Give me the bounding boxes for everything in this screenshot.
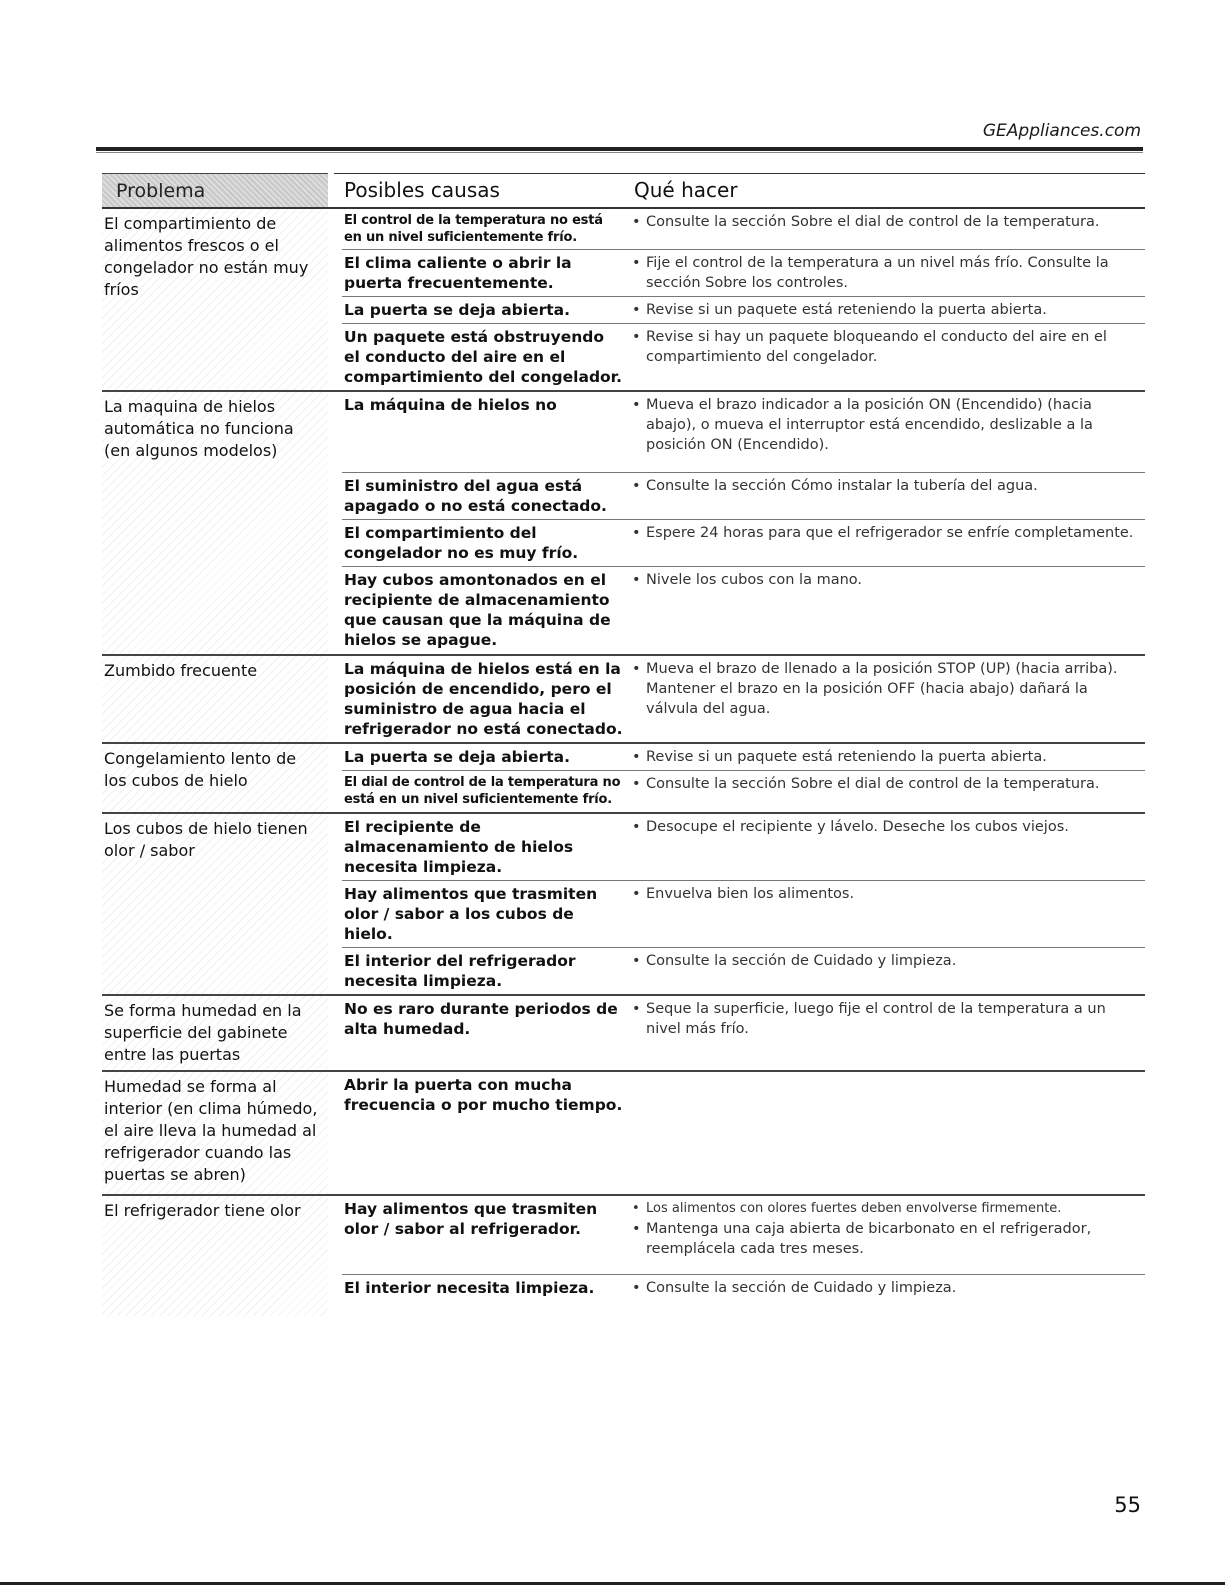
table-row (342, 771, 1145, 811)
problem-group (102, 1196, 1145, 1316)
solution-item: • Consulte la sección Sobre el dial de control de la temperatura. (632, 774, 1141, 794)
solution-item: • Consulte la sección de Cuidado y limpieza. (632, 1278, 1141, 1298)
solution-item: • Revise si hay un paquete bloqueando el conducto del aire en el compartimiento del congelador. (632, 327, 1141, 367)
table-header (102, 173, 1145, 209)
solution-item: • Fije el control de la temperatura a un nivel más frío. Consulte la sección Sobre los controles. (632, 253, 1141, 293)
cause-text: El interior del refrigerador necesita limpieza. (344, 952, 576, 990)
cause-rows (342, 744, 1145, 812)
cause-rows (342, 209, 1145, 390)
header-rule (96, 147, 1143, 151)
solution-cell (632, 771, 1145, 811)
table-row (342, 1072, 1145, 1118)
solution-item: • Mantenga una caja abierta de bicarbonato en el refrigerador, reemplácela cada tres meses. (632, 1219, 1141, 1259)
solution-item: • Consulte la sección Sobre el dial de control de la temperatura. (632, 212, 1141, 232)
column-header-cause: Posibles causas (344, 178, 500, 202)
solution-cell (632, 297, 1145, 323)
problem-text: Humedad se forma al interior (en clima húmedo, el aire lleva la humedad al refrigerador cuando las puertas se abren) (102, 1072, 328, 1194)
cause-text: El recipiente de almacenamiento de hielos necesita limpieza. (344, 818, 574, 876)
problem-group (102, 814, 1145, 996)
table-row (342, 996, 1145, 1042)
solution-cell (632, 948, 1145, 994)
solution-item: • Nivele los cubos con la mano. (632, 570, 1141, 590)
problem-text: Zumbido frecuente (102, 656, 328, 742)
solution-cell (632, 744, 1145, 770)
cause-text: Hay cubos amontonados en el recipiente de almacenamiento que causan que la máquina de hielos se apague. (344, 571, 611, 649)
site-url: GEAppliances.com (982, 121, 1141, 141)
cause-text: No es raro durante periodos de alta humedad. (344, 1000, 618, 1038)
page-number: 55 (1114, 1493, 1141, 1517)
solution-cell (632, 1196, 1145, 1274)
cause-text: Hay alimentos que trasmiten olor / sabor al refrigerador. (344, 1200, 598, 1238)
solution-item: • Envuelva bien los alimentos. (632, 884, 1141, 904)
problem-group (102, 1072, 1145, 1196)
problem-group (102, 996, 1145, 1072)
problem-text: La maquina de hielos automática no funciona (en algunos modelos) (102, 392, 328, 654)
table-row (342, 297, 1145, 324)
table-row (342, 881, 1145, 948)
column-header-solution: Qué hacer (634, 178, 738, 202)
cause-text: El dial de control de la temperatura no está en un nivel suficientemente frío. (344, 775, 621, 807)
solution-cell (632, 473, 1145, 519)
problem-text: Los cubos de hielo tienen olor / sabor (102, 814, 328, 994)
cause-text: El control de la temperatura no está en un nivel suficientemente frío. (344, 213, 603, 245)
table-row (342, 473, 1145, 520)
problem-group (102, 656, 1145, 744)
cause-rows (342, 656, 1145, 742)
cause-text: La puerta se deja abierta. (344, 301, 570, 319)
cause-rows (342, 1196, 1145, 1316)
solution-item: • Espere 24 horas para que el refrigerador se enfríe completamente. (632, 523, 1141, 543)
solution-cell (632, 324, 1145, 390)
column-header-problem: Problema (102, 173, 328, 207)
solution-item: • Mueva el brazo indicador a la posición ON (Encendido) (hacia abajo), o mueva el interruptor está encendido, deslizable a la posición ON (Encendido). (632, 395, 1141, 455)
problem-text: Congelamiento lento de los cubos de hielo (102, 744, 328, 812)
cause-text: El suministro del agua está apagado o no está conectado. (344, 477, 607, 515)
cause-text: La puerta se deja abierta. (344, 748, 570, 766)
table-row (342, 1275, 1145, 1301)
solution-item: • Consulte la sección de Cuidado y limpieza. (632, 951, 1141, 971)
troubleshooting-table (102, 173, 1145, 1316)
table-row (342, 656, 1145, 742)
cause-text: La máquina de hielos está en la posición de encendido, pero el suministro de agua hacia el refrigerador no está conectado. (344, 660, 623, 738)
solution-cell (632, 1072, 1145, 1118)
solution-cell (632, 520, 1145, 566)
solution-cell (632, 656, 1145, 742)
solution-item: • Seque la superficie, luego fije el control de la temperatura a un nivel más frío. (632, 999, 1141, 1039)
table-row (342, 1196, 1145, 1275)
problem-text: El refrigerador tiene olor (102, 1196, 328, 1316)
table-row (342, 948, 1145, 994)
table-row (342, 250, 1145, 297)
cause-text: Hay alimentos que trasmiten olor / sabor a los cubos de hielo. (344, 885, 598, 943)
table-row (342, 209, 1145, 250)
solution-cell (632, 814, 1145, 880)
solution-item: • Mueva el brazo de llenado a la posición STOP (UP) (hacia arriba). Mantener el brazo en la posición OFF (hacia abajo) dañará la válvula del agua. (632, 659, 1141, 719)
solution-cell (632, 250, 1145, 296)
cause-text: El clima caliente o abrir la puerta frecuentemente. (344, 254, 572, 292)
solution-item: • Revise si un paquete está reteniendo la puerta abierta. (632, 747, 1141, 767)
cause-rows (342, 814, 1145, 994)
problem-text: El compartimiento de alimentos frescos o el congelador no están muy fríos (102, 209, 328, 390)
cause-text: Un paquete está obstruyendo el conducto del aire en el compartimiento del congelador. (344, 328, 623, 386)
problem-group (102, 392, 1145, 656)
table-row (342, 392, 1145, 473)
solution-cell (632, 1275, 1145, 1301)
cause-text: La máquina de hielos no (344, 396, 557, 414)
table-body (102, 209, 1145, 1316)
table-row (342, 744, 1145, 771)
cause-text: El compartimiento del congelador no es muy frío. (344, 524, 579, 562)
table-row (342, 567, 1145, 653)
solution-item: • Consulte la sección Cómo instalar la tubería del agua. (632, 476, 1141, 496)
problem-text: Se forma humedad en la superficie del gabinete entre las puertas (102, 996, 328, 1070)
solution-cell (632, 996, 1145, 1042)
solution-cell (632, 392, 1145, 472)
cause-rows (342, 1072, 1145, 1194)
table-row (342, 814, 1145, 881)
solution-cell (632, 567, 1145, 653)
table-row (342, 520, 1145, 567)
cause-rows (342, 392, 1145, 654)
cause-text: El interior necesita limpieza. (344, 1279, 595, 1297)
solution-item: • Revise si un paquete está reteniendo la puerta abierta. (632, 300, 1141, 320)
table-row (342, 324, 1145, 390)
solution-cell (632, 881, 1145, 947)
solution-cell (632, 209, 1145, 249)
cause-text: Abrir la puerta con mucha frecuencia o por mucho tiempo. (344, 1076, 623, 1114)
cause-rows (342, 996, 1145, 1070)
problem-group (102, 209, 1145, 392)
solution-item: • Desocupe el recipiente y lávelo. Deseche los cubos viejos. (632, 817, 1141, 837)
solution-item: • Los alimentos con olores fuertes deben envolverse firmemente. (632, 1199, 1141, 1219)
problem-group (102, 744, 1145, 814)
header-rule-thin (96, 152, 1143, 153)
